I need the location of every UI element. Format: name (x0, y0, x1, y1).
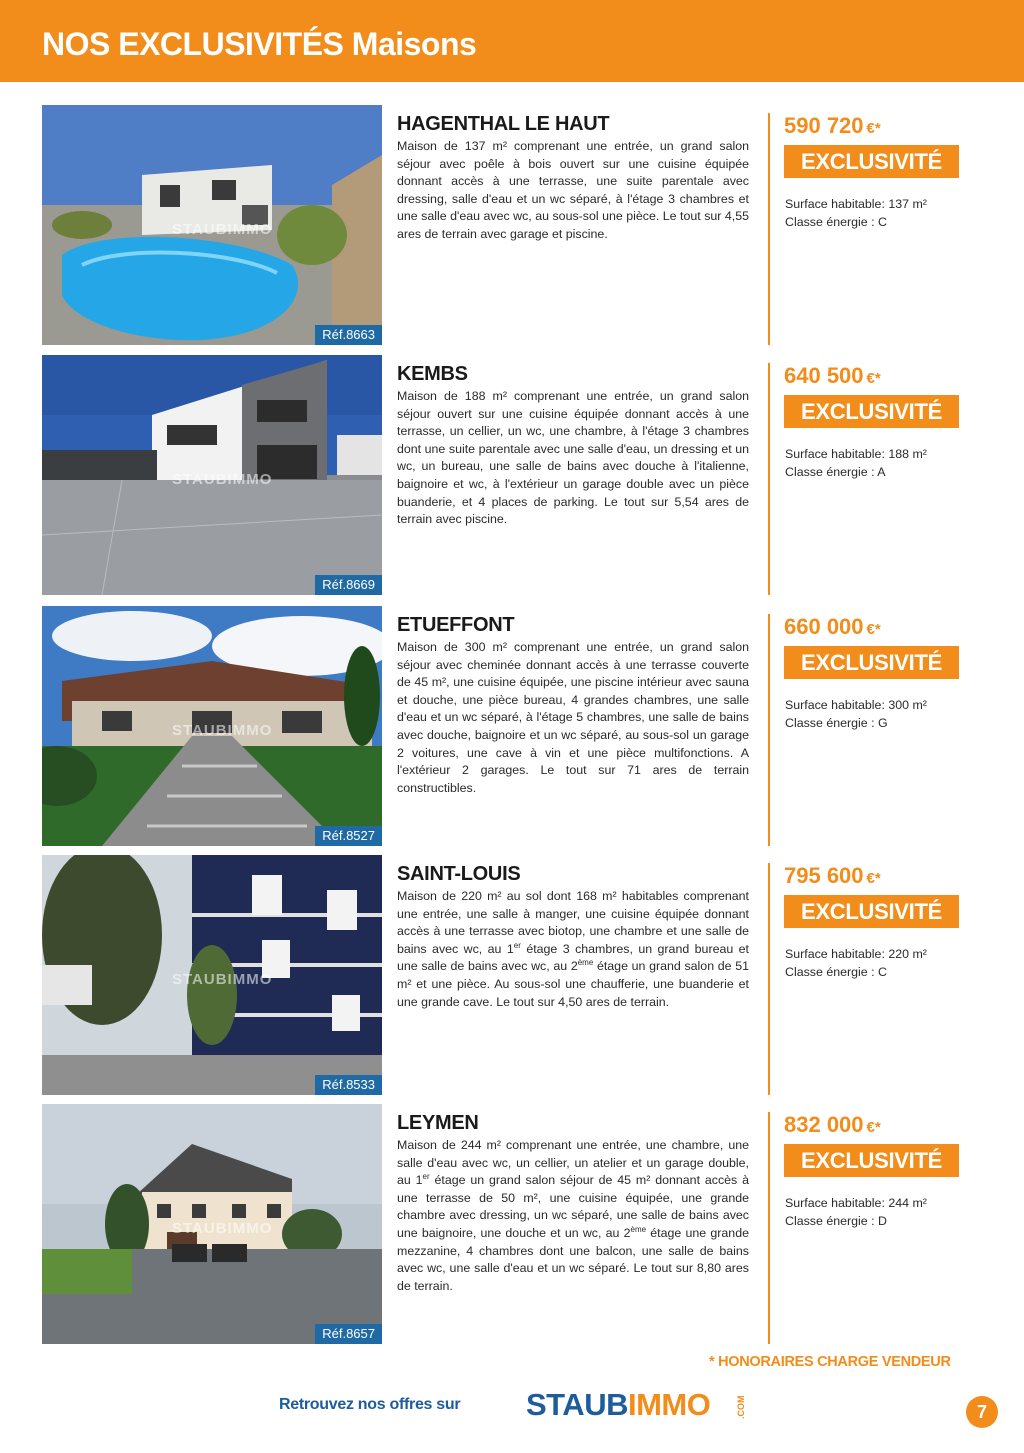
watermark: STAUBIMMO (172, 971, 273, 988)
svg-text:.COM: .COM (736, 1395, 746, 1419)
energy-class-text: Classe énergie : G (785, 716, 888, 730)
listing-description: Maison de 300 m² comprenant une entrée, un grand salon séjour avec cheminée donnant accès à une terrasse couverte de 45 m², une cuisine équipée, une piscine intérieur avec sauna et douche, une pièce bureau, 4 grandes chambres, une salle d'eau et un wc séparé, à l'étage 5 chambres, une salle de bains avec douche, baignoire et un wc séparé, au sous-sol un garage 2 voitures, une cave à vin et une pièce multifonctions. A l'extérieur 2 garages. Le tout sur 71 ares de terrain constructibles. (397, 640, 749, 795)
listing-description: Maison de 188 m² comprenant une entrée, un grand salon séjour ouvert sur une cuisine équipée donnant accès à une terrasse, un cellier, un wc, une chambre, à l'étage 3 chambres dont une suite parentale avec une salle d'eau, un dressing et un wc, un bureau, une salle de bains avec douche à l'italienne, baignoire et wc, à l'extérieur un garage double avec un pièce buanderie, et 4 places de parking. Le tout sur 5,54 ares de terrain avec piscine. (397, 389, 749, 527)
listing-specs (785, 696, 927, 732)
listing-description: Maison de 220 m² au sol dont 168 m² habitables comprenant une entrée, une salle à manger, une cuisine équipée donnant accès à une terrasse avec biotop, une chambre et une salle de bains avec wc, au 1er étage 3 chambres, un grand bureau et une salle de bains avec wc, au 2ème étage un grand salon de 51 m² et une pièce. Au sous-sol une chaufferie, une buanderie et une grande cave. Le tout sur 4,50 ares de terrain. (397, 889, 749, 1009)
divider (768, 614, 770, 846)
listing-specs (785, 1194, 927, 1230)
listing-price: 832 000 €* (784, 1112, 881, 1137)
energy-class-text: Classe énergie : C (785, 965, 887, 979)
listing-title: LEYMEN (397, 1112, 479, 1134)
exclusive-badge: EXCLUSIVITÉ (784, 646, 959, 679)
divider (768, 1112, 770, 1344)
page-header (0, 0, 1024, 82)
listing-specs (785, 195, 927, 231)
energy-class-text: Classe énergie : A (785, 465, 886, 479)
listing-card[interactable] (0, 855, 1024, 1095)
footer-tagline: Retrouvez nos offres sur (279, 1396, 461, 1413)
listing-photo[interactable] (42, 105, 382, 345)
energy-class-text: Classe énergie : C (785, 215, 887, 229)
listing-photo[interactable] (42, 1104, 382, 1344)
exclusive-badge: EXCLUSIVITÉ (784, 895, 959, 928)
staubimmo-logo[interactable]: STAUBIMMO (526, 1387, 711, 1422)
divider (768, 113, 770, 345)
logo-suffix-mark (735, 1393, 747, 1419)
fee-footnote: * HONORAIRES CHARGE VENDEUR (709, 1354, 951, 1370)
reference-label: Réf.8663 (315, 325, 382, 345)
listing-price: 590 720 €* (784, 113, 881, 138)
surface-text: Surface habitable: 244 m² (785, 1196, 927, 1210)
listing-specs (785, 445, 927, 481)
surface-text: Surface habitable: 188 m² (785, 447, 927, 461)
reference-label: Réf.8527 (315, 826, 382, 846)
watermark: STAUBIMMO (172, 221, 273, 238)
listing-title: KEMBS (397, 363, 468, 385)
watermark: STAUBIMMO (172, 471, 273, 488)
listing-photo[interactable] (42, 355, 382, 595)
listing-card[interactable] (0, 606, 1024, 846)
listing-photo[interactable] (42, 855, 382, 1095)
surface-text: Surface habitable: 300 m² (785, 698, 927, 712)
listing-description: Maison de 244 m² comprenant une entrée, une chambre, une salle d'eau avec wc, un cellier, un atelier et un garage double, au 1er étage un grand salon séjour de 45 m² donnant accès à une terrasse de 50 m², une cuisine équipée, une grande chambre avec dressing, un wc séparé, une salle de bains avec une baignoire, une douche et un wc, au 2ème étage une grande mezzanine, 4 chambres dont une balcon, une salle de bains avec wc, une salle d'eau et un wc séparé. Le tout sur 8,80 ares de terrain. (397, 1138, 749, 1293)
reference-label: Réf.8657 (315, 1324, 382, 1344)
listing-description: Maison de 137 m² comprenant une entrée, un grand salon séjour avec poêle à bois ouvert sur une cuisine équipée donnant accès à une terrasse, une suite parentale avec dressing, salle d'eau et un wc séparé, à l'étage 3 chambres et une salle d'eau avec wc, au sous-sol une pièce. Le tout sur 4,55 ares de terrain avec garage et piscine. (397, 139, 749, 241)
listing-price: 795 600 €* (784, 863, 881, 888)
listing-price: 640 500 €* (784, 363, 881, 388)
listing-title: ETUEFFONT (397, 614, 515, 636)
exclusive-badge: EXCLUSIVITÉ (784, 1144, 959, 1177)
exclusive-badge: EXCLUSIVITÉ (784, 395, 959, 428)
listing-photo[interactable] (42, 606, 382, 846)
exclusive-badge: EXCLUSIVITÉ (784, 145, 959, 178)
listing-price: 660 000 €* (784, 614, 881, 639)
watermark: STAUBIMMO (172, 722, 273, 739)
page-number: 7 (966, 1396, 998, 1428)
divider (768, 863, 770, 1095)
reference-label: Réf.8669 (315, 575, 382, 595)
reference-label: Réf.8533 (315, 1075, 382, 1095)
listing-card[interactable] (0, 105, 1024, 345)
surface-text: Surface habitable: 137 m² (785, 197, 927, 211)
page-title: NOS EXCLUSIVITÉS Maisons (42, 26, 477, 62)
watermark: STAUBIMMO (172, 1220, 273, 1237)
listing-card[interactable] (0, 355, 1024, 595)
divider (768, 363, 770, 595)
listing-title: HAGENTHAL LE HAUT (397, 113, 610, 135)
listing-specs (785, 945, 927, 981)
listing-card[interactable] (0, 1104, 1024, 1344)
surface-text: Surface habitable: 220 m² (785, 947, 927, 961)
energy-class-text: Classe énergie : D (785, 1214, 887, 1228)
listing-title: SAINT-LOUIS (397, 863, 521, 885)
